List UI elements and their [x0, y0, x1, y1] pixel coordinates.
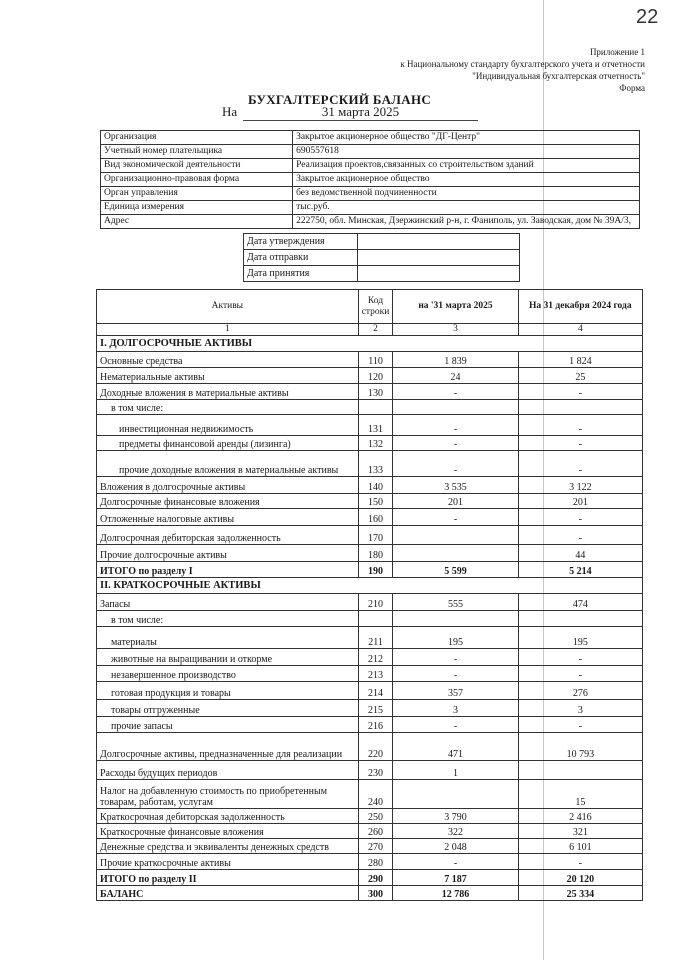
dates-row [244, 266, 520, 282]
section-row [97, 578, 643, 594]
row-current-value: - [393, 509, 518, 526]
row-current-value: 3 790 [393, 809, 518, 824]
document-title: БУХГАЛТЕРСКИЙ БАЛАНС [247, 92, 432, 107]
row-name: Вложения в долгосрочные активы [97, 477, 359, 494]
row-name: Прочие краткосрочные активы [97, 854, 359, 870]
balance-row [97, 824, 643, 839]
col-num: 4 [518, 324, 642, 336]
org-info-value: без ведомственной подчиненности [293, 187, 640, 201]
row-prev-value: - [518, 451, 642, 477]
row-code [358, 611, 393, 627]
report-date: 31 марта 2025 [243, 104, 478, 121]
row-prev-value: - [518, 854, 642, 870]
row-code: 215 [358, 700, 393, 717]
org-info-row [101, 187, 640, 201]
balance-row [97, 400, 643, 415]
row-code: 132 [358, 436, 393, 451]
balance-row [97, 436, 643, 451]
row-name: животные на выращивании и откорме [97, 649, 359, 666]
row-prev-value: - [518, 526, 642, 545]
balance-row [97, 780, 643, 809]
dates-value [357, 266, 519, 282]
balance-row [97, 854, 643, 870]
row-prev-value: 1 824 [518, 352, 642, 368]
row-name: предметы финансовой аренды (лизинга) [97, 436, 359, 451]
row-prev-value: 3 [518, 700, 642, 717]
org-info-value: тыс.руб. [293, 201, 640, 215]
row-code: 300 [358, 886, 393, 901]
row-code: 280 [358, 854, 393, 870]
row-current-value: 322 [393, 824, 518, 839]
appendix-note [400, 46, 645, 94]
dates-value [357, 250, 519, 266]
section-title: II. КРАТКОСРОЧНЫЕ АКТИВЫ [97, 578, 643, 594]
balance-row [97, 839, 643, 854]
row-prev-value: - [518, 649, 642, 666]
row-code: 140 [358, 477, 393, 494]
col-num: 3 [393, 324, 518, 336]
appendix-line: Форма [619, 83, 645, 93]
balance-row [97, 809, 643, 824]
row-current-value [393, 526, 518, 545]
balance-row [97, 415, 643, 436]
balance-row [97, 477, 643, 494]
row-current-value [393, 611, 518, 627]
balance-row [97, 368, 643, 384]
balance-row [97, 627, 643, 649]
row-current-value: 201 [393, 494, 518, 509]
row-name: Долгосрочная дебиторская задолженность [97, 526, 359, 545]
dates-label: Дата принятия [244, 266, 358, 282]
org-info-value: Закрытое акционерное общество "ДГ-Центр" [293, 131, 640, 145]
row-prev-value [518, 761, 642, 780]
org-info-row [101, 159, 640, 173]
row-current-value: 5 599 [393, 562, 518, 578]
row-name: Расходы будущих периодов [97, 761, 359, 780]
row-code: 214 [358, 682, 393, 700]
dates-label: Дата утверждения [244, 234, 358, 250]
row-code: 212 [358, 649, 393, 666]
org-info-value: Закрытое акционерное общество [293, 173, 640, 187]
dates-row [244, 250, 520, 266]
row-name: прочие доходные вложения в материальные активы [97, 451, 359, 477]
org-info-row [101, 131, 640, 145]
row-prev-value: - [518, 415, 642, 436]
row-code: 210 [358, 594, 393, 611]
row-current-value: - [393, 436, 518, 451]
row-code: 211 [358, 627, 393, 649]
dates-table [243, 233, 520, 282]
header-code: Код строки [358, 290, 393, 324]
balance-row [97, 666, 643, 682]
row-code: 131 [358, 415, 393, 436]
row-prev-value: - [518, 666, 642, 682]
row-current-value: 555 [393, 594, 518, 611]
row-prev-value: 201 [518, 494, 642, 509]
row-name: в том числе: [97, 611, 359, 627]
row-code: 110 [358, 352, 393, 368]
row-name: инвестиционная недвижимость [97, 415, 359, 436]
balance-row [97, 509, 643, 526]
org-info-value: 690557618 [293, 145, 640, 159]
row-current-value: 7 187 [393, 870, 518, 886]
balance-row [97, 545, 643, 562]
total-row [97, 886, 643, 901]
date-prefix: На [222, 104, 238, 119]
row-prev-value: 195 [518, 627, 642, 649]
column-number-row [97, 324, 643, 336]
row-code: 160 [358, 509, 393, 526]
row-current-value: - [393, 451, 518, 477]
row-name: ИТОГО по разделу I [97, 562, 359, 578]
balance-row [97, 700, 643, 717]
row-current-value: - [393, 666, 518, 682]
row-current-value: 3 [393, 700, 518, 717]
header-prev: На 31 декабря 2024 года [518, 290, 642, 324]
organization-info-table [100, 130, 640, 229]
row-name: Налог на добавленную стоимость по приобретенным товарам, работам, услугам [97, 780, 359, 809]
row-current-value [393, 780, 518, 809]
row-current-value: 471 [393, 733, 518, 761]
dates-label: Дата отправки [244, 250, 358, 266]
dates-value [357, 234, 519, 250]
row-code: 250 [358, 809, 393, 824]
balance-row [97, 526, 643, 545]
row-code: 180 [358, 545, 393, 562]
row-prev-value: 474 [518, 594, 642, 611]
row-code [358, 400, 393, 415]
col-num: 1 [97, 324, 359, 336]
row-code: 220 [358, 733, 393, 761]
row-prev-value: 276 [518, 682, 642, 700]
row-prev-value: 25 [518, 368, 642, 384]
header-assets: Активы [97, 290, 359, 324]
row-prev-value: - [518, 384, 642, 400]
balance-row [97, 649, 643, 666]
appendix-line: "Индивидуальная бухгалтерская отчетность" [472, 71, 645, 81]
row-prev-value: 20 120 [518, 870, 642, 886]
org-info-row [101, 201, 640, 215]
row-current-value: 357 [393, 682, 518, 700]
row-code: 120 [358, 368, 393, 384]
row-prev-value: 6 101 [518, 839, 642, 854]
row-current-value: 1 [393, 761, 518, 780]
org-info-row [101, 145, 640, 159]
row-prev-value: - [518, 717, 642, 733]
row-name: товары отгруженные [97, 700, 359, 717]
row-prev-value: 2 416 [518, 809, 642, 824]
appendix-line: к Национальному стандарту бухгалтерского учета и отчетности [400, 59, 645, 69]
row-code: 260 [358, 824, 393, 839]
balance-row [97, 494, 643, 509]
header-row [97, 290, 643, 324]
org-info-row [101, 215, 640, 229]
row-name: в том числе: [97, 400, 359, 415]
row-current-value: 1 839 [393, 352, 518, 368]
balance-table [96, 289, 643, 901]
row-name: ИТОГО по разделу II [97, 870, 359, 886]
org-info-label: Учетный номер плательщика [101, 145, 293, 159]
row-code: 130 [358, 384, 393, 400]
row-name: прочие запасы [97, 717, 359, 733]
row-prev-value: 25 334 [518, 886, 642, 901]
balance-row [97, 611, 643, 627]
appendix-line: Приложение 1 [589, 47, 645, 57]
row-code: 230 [358, 761, 393, 780]
row-name: незавершенное производство [97, 666, 359, 682]
row-name: Доходные вложения в материальные активы [97, 384, 359, 400]
row-name: готовая продукция и товары [97, 682, 359, 700]
balance-row [97, 682, 643, 700]
col-num: 2 [358, 324, 393, 336]
balance-row [97, 761, 643, 780]
row-current-value: 2 048 [393, 839, 518, 854]
row-prev-value: - [518, 436, 642, 451]
row-prev-value: 44 [518, 545, 642, 562]
row-code: 216 [358, 717, 393, 733]
balance-row [97, 717, 643, 733]
row-current-value: 12 786 [393, 886, 518, 901]
row-code: 150 [358, 494, 393, 509]
row-name: Основные средства [97, 352, 359, 368]
row-name: материалы [97, 627, 359, 649]
row-current-value [393, 400, 518, 415]
header-current: на '31 марта 2025 [393, 290, 518, 324]
row-name: Долгосрочные финансовые вложения [97, 494, 359, 509]
dates-row [244, 234, 520, 250]
row-name: Запасы [97, 594, 359, 611]
row-current-value: - [393, 415, 518, 436]
row-name: БАЛАНС [97, 886, 359, 901]
section-title: I. ДОЛГОСРОЧНЫЕ АКТИВЫ [97, 336, 643, 352]
row-code: 133 [358, 451, 393, 477]
row-current-value: 3 535 [393, 477, 518, 494]
balance-row [97, 451, 643, 477]
row-current-value: - [393, 717, 518, 733]
org-info-row [101, 173, 640, 187]
row-prev-value: 10 793 [518, 733, 642, 761]
row-current-value: - [393, 384, 518, 400]
row-prev-value: 3 122 [518, 477, 642, 494]
page-number: 22 [636, 6, 659, 28]
org-info-label: Вид экономической деятельности [101, 159, 293, 173]
row-prev-value: 5 214 [518, 562, 642, 578]
total-row [97, 562, 643, 578]
org-info-value: Реализация проектов,связанных со строительством зданий [293, 159, 640, 173]
org-info-value: 222750, обл. Минская, Дзержинский р-н, г. Фаниполь, ул. Заводская, дом № 39А/3, [293, 215, 640, 229]
row-name: Краткосрочные финансовые вложения [97, 824, 359, 839]
row-code: 240 [358, 780, 393, 809]
org-info-label: Адрес [101, 215, 293, 229]
row-current-value: - [393, 854, 518, 870]
org-info-label: Организация [101, 131, 293, 145]
row-prev-value [518, 611, 642, 627]
row-code: 213 [358, 666, 393, 682]
org-info-label: Орган управления [101, 187, 293, 201]
org-info-label: Единица измерения [101, 201, 293, 215]
row-prev-value: 321 [518, 824, 642, 839]
row-name: Долгосрочные активы, предназначенные для реализации [97, 733, 359, 761]
balance-row [97, 352, 643, 368]
row-current-value: 195 [393, 627, 518, 649]
section-row [97, 336, 643, 352]
row-code: 290 [358, 870, 393, 886]
row-current-value [393, 545, 518, 562]
balance-row [97, 733, 643, 761]
total-row [97, 870, 643, 886]
row-name: Краткосрочная дебиторская задолженность [97, 809, 359, 824]
row-name: Нематериальные активы [97, 368, 359, 384]
row-code: 190 [358, 562, 393, 578]
balance-row [97, 384, 643, 400]
row-current-value: - [393, 649, 518, 666]
org-info-label: Организационно-правовая форма [101, 173, 293, 187]
row-name: Денежные средства и эквиваленты денежных средств [97, 839, 359, 854]
row-prev-value [518, 400, 642, 415]
row-prev-value: 15 [518, 780, 642, 809]
row-prev-value: - [518, 509, 642, 526]
balance-row [97, 594, 643, 611]
row-name: Прочие долгосрочные активы [97, 545, 359, 562]
row-code: 270 [358, 839, 393, 854]
row-code: 170 [358, 526, 393, 545]
row-current-value: 24 [393, 368, 518, 384]
row-name: Отложенные налоговые активы [97, 509, 359, 526]
